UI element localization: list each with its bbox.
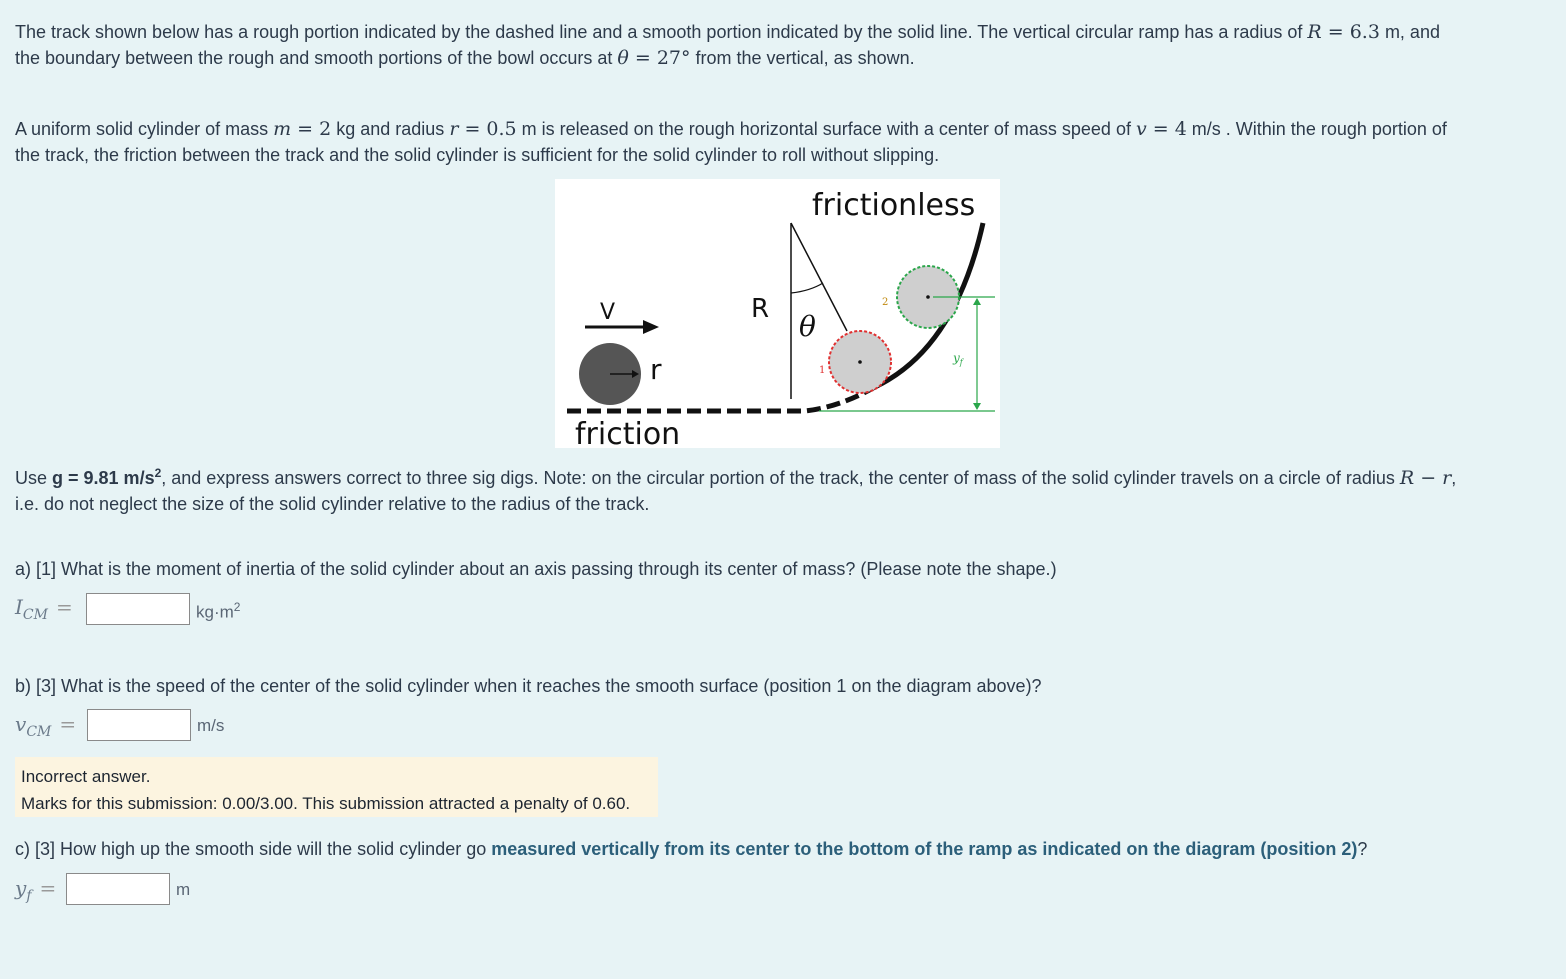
answer-b-input[interactable] xyxy=(87,709,191,741)
yf-arrow-up xyxy=(973,298,981,305)
r-label: r xyxy=(650,353,662,386)
answer-a-unit xyxy=(196,600,240,623)
center-dot-2 xyxy=(926,295,930,299)
center-dot-1 xyxy=(858,360,862,364)
qa-unit-sup: 2 xyxy=(233,600,241,614)
velocity-label: V xyxy=(600,300,616,325)
theta-arc xyxy=(791,283,823,293)
note-text-4: i.e. do not neglect the size of the solid cylinder relative to the radius of the track. xyxy=(15,494,650,514)
qc-emphasis: measured vertically from its center to the bottom of the ramp as indicated on the diagram (position 2) xyxy=(491,839,1358,859)
qc-eq: = xyxy=(39,876,57,900)
feedback-status: Incorrect answer. xyxy=(21,767,151,786)
qa-unit-text: kg·m xyxy=(196,602,234,622)
cyl-text-2: kg and radius xyxy=(331,119,450,139)
qc-sub: f xyxy=(26,888,32,904)
velocity-arrowhead xyxy=(643,320,659,334)
intro-text-2: m, and xyxy=(1379,22,1440,42)
frictionless-label: frictionless xyxy=(812,188,976,223)
yf-arrow-down xyxy=(973,403,981,410)
theta-value: = 27° xyxy=(628,47,691,69)
cylinder-paragraph xyxy=(15,116,1447,168)
qb-eq: = xyxy=(59,712,77,736)
cyl-text-1: A uniform solid cylinder of mass xyxy=(15,119,274,139)
note-paragraph xyxy=(15,460,1456,517)
cyl-text-3: m is released on the rough horizontal surface with a center of mass speed of xyxy=(516,119,1136,139)
r-minus-r: R − r xyxy=(1399,467,1452,489)
qc-text-2: ? xyxy=(1357,839,1368,859)
feedback-marks: Marks for this submission: 0.00/3.00. This submission attracted a penalty of 0.60. xyxy=(21,794,631,813)
small-radius-symbol: r xyxy=(449,118,459,140)
mass-symbol: m xyxy=(273,118,292,140)
answer-c-input[interactable] xyxy=(66,873,170,905)
note-text-1: Use xyxy=(15,468,53,488)
note-text-3: , xyxy=(1451,468,1457,488)
R-label: R xyxy=(751,294,770,324)
speed-value: = 4 xyxy=(1146,118,1187,140)
qa-eq: = xyxy=(55,595,73,619)
position-2-label: 2 xyxy=(882,297,889,308)
qa-var: I xyxy=(15,595,23,619)
answer-b-feedback xyxy=(15,757,658,817)
yf-label-main: y xyxy=(953,351,960,365)
cyl-text-4: m/s . Within the rough portion of xyxy=(1186,119,1447,139)
question-c-label xyxy=(15,876,56,904)
yf-label-sub: f xyxy=(959,358,963,367)
mass-value: = 2 xyxy=(291,118,332,140)
qc-text-1: c) [3] How high up the smooth side will the solid cylinder go xyxy=(15,839,492,859)
qb-sub: CM xyxy=(26,724,52,740)
question-b-text: b) [3] What is the speed of the center of the solid cylinder when it reaches the smooth surface (position 1 on the diagram above)? xyxy=(15,676,1042,696)
question-a-text: a) [1] What is the moment of inertia of the solid cylinder about an axis passing through its center of mass? (Please note the shape.) xyxy=(15,559,1057,579)
intro-text-4: from the vertical, as shown. xyxy=(690,48,915,68)
answer-c-unit: m xyxy=(176,880,191,899)
gravity-value: g = 9.81 m/s xyxy=(52,468,155,488)
track-diagram xyxy=(555,179,1000,448)
qa-sub: CM xyxy=(22,607,48,623)
radius-value: = 6.3 xyxy=(1321,21,1380,43)
answer-a-input[interactable] xyxy=(86,593,190,625)
theta-symbol: θ xyxy=(617,47,629,69)
theta-label: θ xyxy=(799,310,816,343)
friction-label: friction xyxy=(575,417,681,448)
small-radius-value: = 0.5 xyxy=(458,118,517,140)
position-1-label: 1 xyxy=(819,365,826,376)
intro-paragraph xyxy=(15,19,1440,71)
intro-text: The track shown below has a rough portion indicated by the dashed line and a smooth portion indicated by the solid line. The vertical circular ramp has a radius of xyxy=(15,22,1308,42)
answer-b-unit: m/s xyxy=(197,716,225,735)
track-diagram-svg xyxy=(555,179,1000,448)
radius-symbol: R xyxy=(1307,21,1322,43)
intro-text-3: the boundary between the rough and smooth portions of the bowl occurs at xyxy=(15,48,618,68)
question-a-label xyxy=(15,595,73,623)
cyl-text-5: the track, the friction between the track and the solid cylinder is sufficient for the solid cylinder to roll without slipping. xyxy=(15,145,940,165)
question-b-label xyxy=(15,712,76,740)
speed-symbol: v xyxy=(1135,118,1147,140)
qc-var: y xyxy=(15,876,27,900)
question-c-text xyxy=(15,836,1367,862)
yf-label xyxy=(952,351,965,367)
note-text-2: , and express answers correct to three sig digs. Note: on the circular portion of the track, the center of mass of the solid cylinder travels on a circle of radius xyxy=(161,468,1400,488)
qb-var: v xyxy=(15,712,27,736)
gravity-exponent: 2 xyxy=(154,466,162,480)
